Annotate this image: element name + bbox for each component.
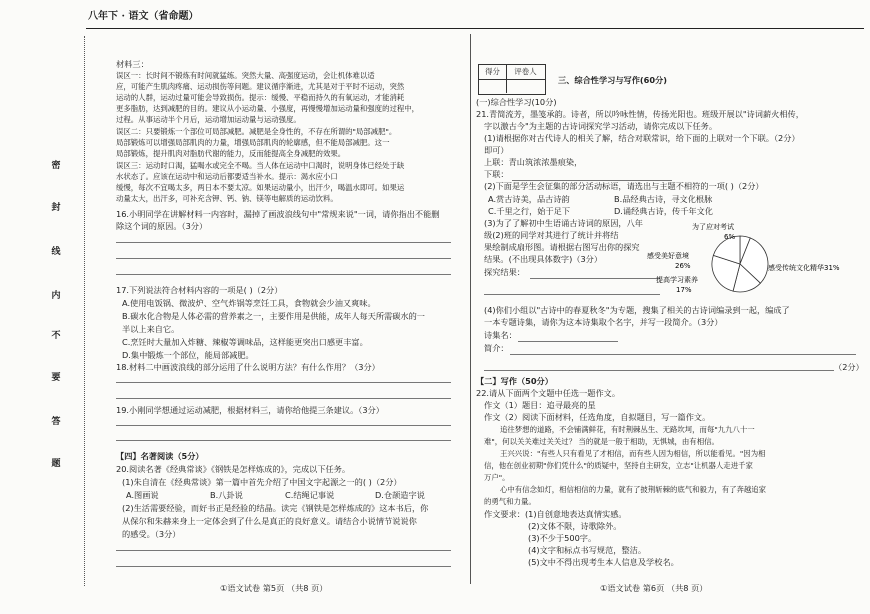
question-19: 19.小刚同学想通过运动减肥，根据材料三，请你给他提三条建议。（3分） [116,405,384,415]
grader-header: 评卷人 [514,67,537,76]
pie-label-31: 感受传统文化精华31% [768,264,840,272]
option-c[interactable]: C.烹饪时大量加入炸糖、辣椒等调味品，这样能更突出口感更丰富。 [122,337,368,347]
score-box [478,64,546,95]
intro-input[interactable] [510,354,856,355]
answer-line[interactable] [116,258,451,259]
option-d[interactable]: D.集中锻炼一个部位，能局部减肥。 [122,350,254,360]
pie-label-17: 17% [676,286,692,294]
text-line: 应，可能产生肌肉疼痛、运动损伤等问题。建议循序渐进，尤其是对于平时不运动，突然 [116,82,405,91]
question-20: 20.阅读名著《经典常谈》《钢铁是怎样炼成的》，完成以下任务。 [116,464,351,474]
essay-requirement: (2)文体不限，诗歌除外。 [528,521,622,531]
score-header: 得分 [479,65,507,79]
page-footer: ①语文试卷 第6页 （共8 页） [600,583,708,593]
pie-chart [640,212,860,312]
pie-label-title: 为了应对考试 [692,223,734,231]
question-16: 16.小明同学在讲解材料一内容时，漏掉了画波浪线句中"常规来说"一词，请你指出不能删 [116,209,440,219]
seal-char: 答 [51,417,61,427]
seal-char: 封 [51,203,61,213]
essay-requirement: (5)文中不得出现考生本人信息及学校名。 [528,557,679,567]
question-20-2: (2)生活需要经验，而好书正是经验的结晶。读完《钢铁是怎样炼成的》这本书后，你 [122,503,429,513]
option-d[interactable]: D.仓颉造字说 [375,490,425,500]
text-line: 缓慢，每次不宜喝太多，两日本不要太凉。如果运动量小，出汗少，喝温水即可。如果运 [116,183,405,192]
subsection-title: (一)综合性学习(10分) [476,97,557,107]
pie-label-meigan: 感受美好意境 [647,252,689,260]
question-21-1-cont: 即可） [484,145,509,155]
question-18: 18.材料二中画波浪线的部分运用了什么说明方法？有什么作用？（3分） [116,362,380,372]
score-input[interactable] [506,79,507,93]
question-21-cont: 字以激古今"为主题的古诗词探究学习活动，请你完成以下任务。 [484,121,718,131]
collection-name-input[interactable] [518,341,618,342]
text-line: 误区三：运动时口渴，猛喝水或完全不喝。当人体在运动中口渴时，说明身体已经处于缺 [116,161,405,170]
question-20-1: (1)朱自清在《经典常谈》第一篇中首先介绍了中国文字起源之一的( )（2分） [122,477,402,487]
question-21-3-cont: 级(2)班的同学对其进行了统计并将结 [484,230,619,240]
material-line: 信，他在创业初期"你们凭什么"的质疑中，坚持自主研发，立志"让机器人走进千家 [484,461,753,470]
question-21-3-cont: 果绘制成扇形图。请根据右图写出你的探究 [484,242,640,252]
answer-line[interactable] [116,440,451,441]
material-3-title: 材料三： [116,59,149,69]
answer-line[interactable] [116,550,451,551]
page-header-title: 八年下 · 语文（省命题） [88,11,199,22]
text-line: 局部锻炼可以增强局部肌肉的力量，增强局部肌肉的轮廓感，但不能局部减肥。这一 [116,138,390,147]
essay-option-1: 作文（1）题目：追寻最亮的星 [484,400,596,410]
pie-label-tigao: 提高学习素养 [656,276,698,284]
seal-char: 内 [51,291,61,301]
text-line: 更多脂肪，达到减肥的目的。建议从小运动量、小强度，再慢慢增加运动量和强度的过程中， [116,104,420,113]
seal-char: 要 [51,373,61,383]
subsection-title: 【二】写作（50分） [476,376,553,386]
option-b[interactable]: B.品经典古诗，寻文化根脉 [614,194,713,204]
essay-requirement: (3)不少于500字。 [528,533,597,543]
text-line: 水状态了。应该在运动中和运动后都要适当补水。提示：渴水应小口 [116,172,338,181]
question-21-1: (1)请根据你对古代诗人的相关了解，结合对联常识，给下面的上联对一个下联。（2分） [484,133,800,143]
seal-char: 题 [51,459,61,469]
answer-line[interactable] [116,242,451,243]
question-21-3: (3)为了了解初中生语诵古诗词的原因，八年 [484,218,643,228]
text-line: 运动的人群，运动过量可能会导致损伤。提示：缓慢、平稳而持久的有氧运动，才能消耗 [116,93,405,102]
option-b-cont: 半以上来自它。 [122,324,180,334]
text-line: 局部锻炼，提升肌肉对脂肪代谢的能力，反而能提高全身减肥的效果。 [116,149,346,158]
material-line: 追往梦想的道路，不会铺满鲜花，有时荆棘丛生、无路坎坷，而每"九九八十一 [500,425,755,434]
intro-input[interactable] [484,370,834,371]
pie-label-6: 6% [724,233,736,241]
seal-char: 不 [51,331,61,341]
collection-name-label: 诗集名： [484,330,517,340]
text-line: 过程。从事运动半个月后，运动增加运动量与运动强度。 [116,115,301,124]
text-line: 误区一：长时间不锻炼有时间就猛练。突然大量、高强度运动，会让机体难以适 [116,71,375,80]
option-a[interactable]: A.图画说 [126,490,159,500]
header-rule [86,28,864,29]
intro-label: 简介： [484,343,509,353]
text-line: 动量太大，出汗多，可补充含钾、钙、钠、镁等电解质的运动饮料。 [116,194,338,203]
answer-line[interactable] [116,274,451,275]
option-b[interactable]: B.八卦说 [210,490,243,500]
answer-line[interactable] [116,382,451,383]
answer-line[interactable] [116,398,451,399]
question-21-3-cont: 结果。(不出现具体数字)（3分） [484,254,603,264]
section-3-title: 三、综合性学习与写作(60分) [558,75,667,85]
material-line: 的勇气和力量。 [484,497,536,506]
upper-couplet: 上联：青山筑浓浓墨痕染， [484,157,583,167]
answer-line[interactable] [116,425,451,426]
question-21: 21.青简流芳，墨笺承韵。诗者，所以吟咏性情，传扬光阳也。班级开展以"诗词薪火相传， [476,109,804,119]
option-a[interactable]: A.赏古诗美，品古诗韵 [488,194,570,204]
question-21-4: (4)你们小组以"古诗中的春夏秋冬"为专题，搜集了相关的古诗词编录到一起，编成了 [484,305,790,315]
essay-requirements: 作文要求：(1)自创意地表达真情实感。 [484,509,627,519]
text-line: 误区二：只要锻炼一个部位可局部减肥。减肥是全身性的，不存在所谓的"局部减肥"。 [116,127,397,136]
option-a[interactable]: A.使用电饭锅、微波炉、空气炸锅等烹饪工具，食物就会少油又爽味。 [122,298,376,308]
material-line: 万户"。 [484,473,510,482]
lower-couplet-label: 下联： [484,169,509,179]
material-line: 王兴兴说："有些人只有看见了才相信，而有些人因为相信，所以能看见。"因为相 [500,449,766,458]
question-20-2-cont: 从保尔和朱赫来身上一定体会到了什么是真正的良好意义。请结合小说情节说说你 [122,516,417,526]
material-line: 心中有信念如灯，相信相信的力量，就有了披荆斩棘的底气和毅力，有了奔越追家 [500,485,767,494]
option-c[interactable]: C.千里之行，始于足下 [488,206,571,216]
material-line: 难"，何以关关难过关关过？ 当的就是一般于相助，无惧城，由有相信。 [484,437,719,446]
essay-requirement: (4)文字和标点书写规范，整洁。 [528,545,647,555]
score-note: （2分） [834,362,864,372]
question-16-cont: 除这个词的原因。（3分） [116,221,208,231]
column-divider [470,34,471,584]
question-21-4-cont: 一本专题诗集，请你为这本诗集取个名字，并写一段简介。（3分） [484,317,723,327]
question-21-2: (2)下面是学生会征集的部分活动标语，请选出与主题不相符的一项( )（2分） [484,181,764,191]
seal-char: 线 [51,247,61,257]
question-20-2-cont: 的感受。（3分） [122,529,181,539]
answer-line[interactable] [116,566,451,567]
option-c[interactable]: C.结绳记事说 [285,490,335,500]
page-footer: ①语文试卷 第5页 （共8 页） [220,583,328,593]
option-b[interactable]: B.碳水化合物是人体必需的营养素之一，主要作用是供能，成年人每天所需碳水的一 [122,311,425,321]
question-22: 22.请从下面两个文题中任选一题作文。 [476,388,621,398]
question-17: 17.下列说法符合材料内容的一项是( )（2分） [116,285,283,295]
seal-dotted-line [84,36,85,586]
seal-char: 密 [51,161,61,171]
pie-label-26: 26% [675,262,691,270]
section-4-title: 【四】名著阅读（5分） [116,451,204,461]
essay-option-2: 作文（2）阅读下面材料，任选角度，自拟题目，写一篇作文。 [484,412,711,422]
answer-line[interactable] [484,294,660,295]
option-d[interactable]: D.诵经典古诗，传千年文化 [614,206,713,216]
result-label: 探究结果： [484,267,525,277]
